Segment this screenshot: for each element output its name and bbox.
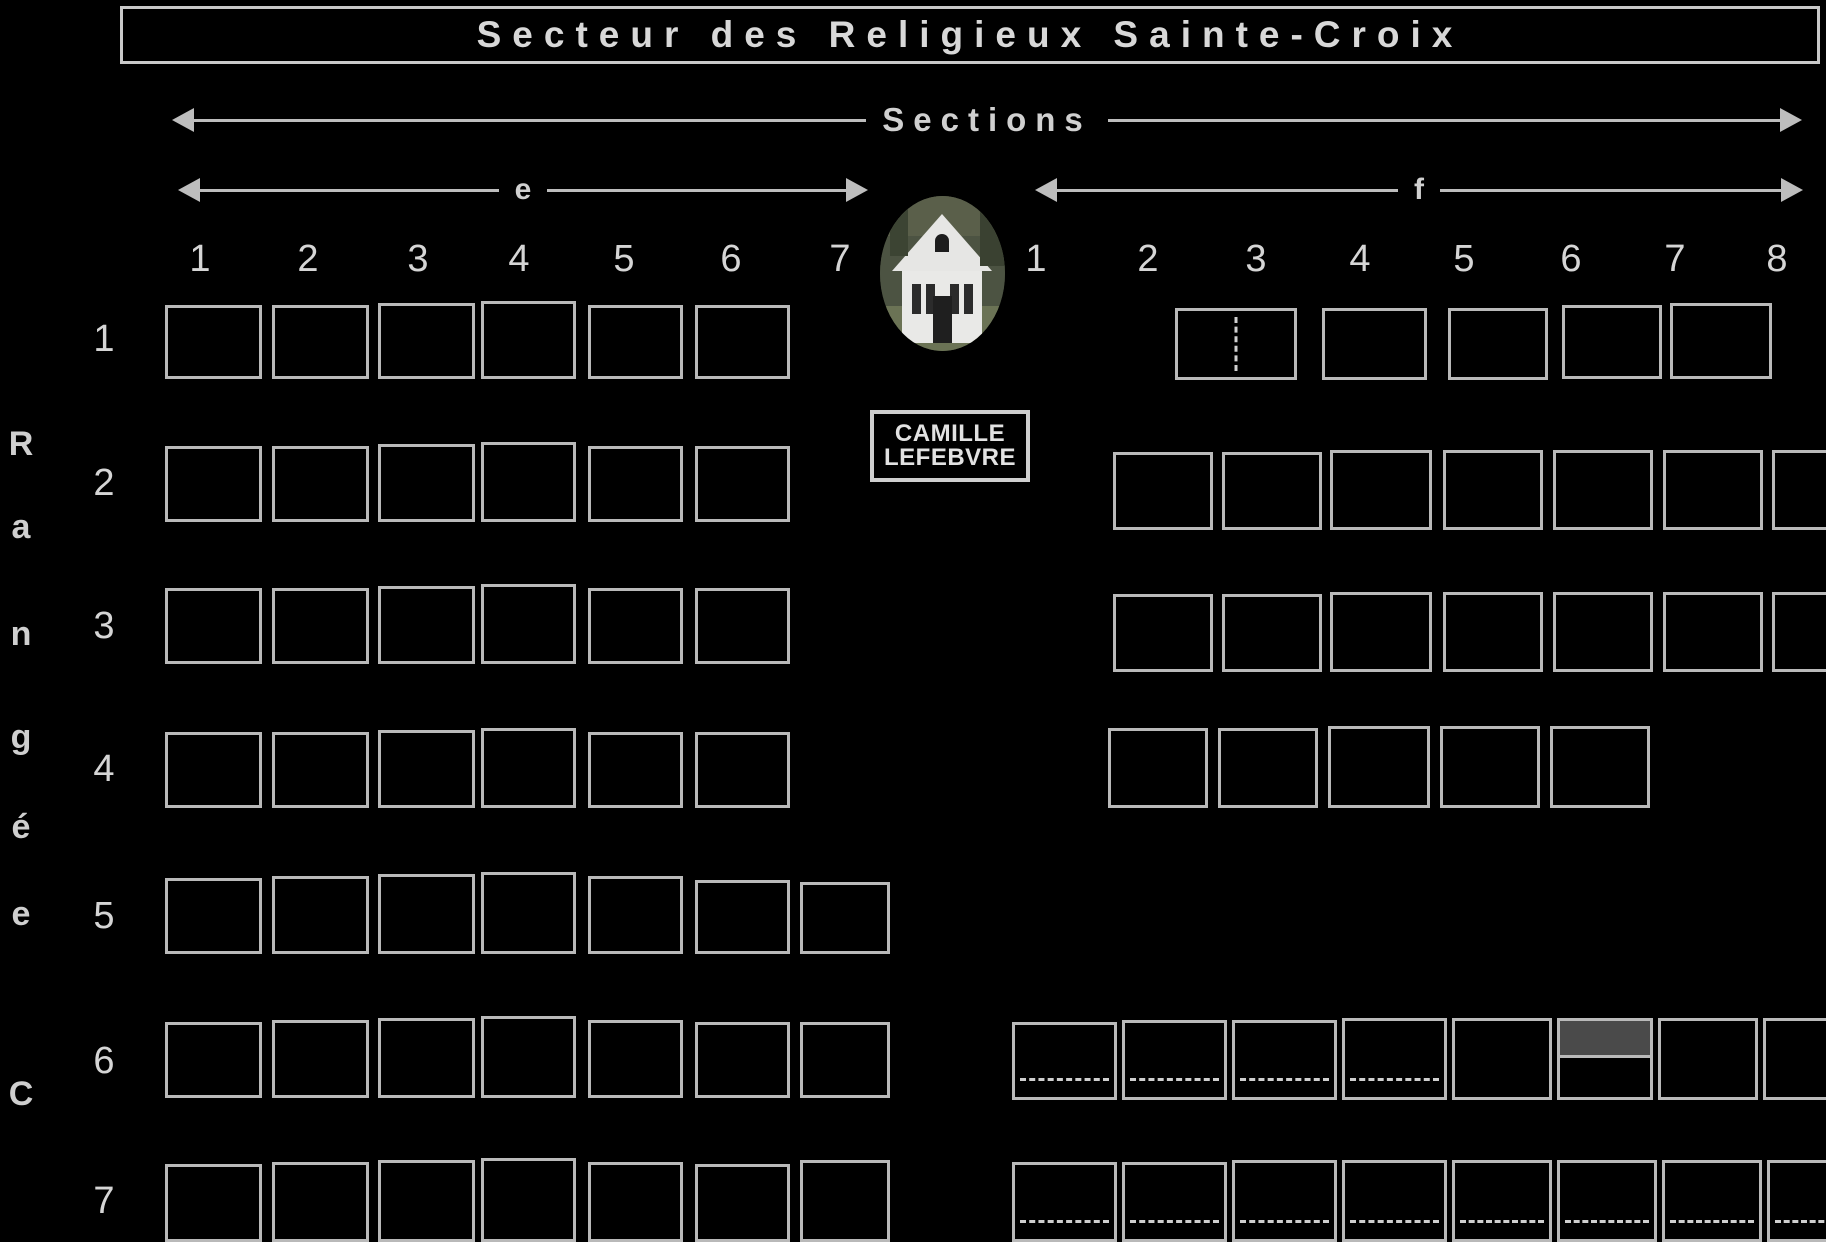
plot-e-r6-c1[interactable] <box>165 1022 262 1098</box>
plot-e-r1-c1[interactable] <box>165 305 262 379</box>
plot-divider-dashed <box>1460 1220 1544 1223</box>
plot-e-r3-c5[interactable] <box>588 588 683 664</box>
column-header-e-5: 5 <box>613 238 635 280</box>
monument-name-line2: LEFEBVRE <box>883 444 1016 471</box>
arrow-head-right-icon <box>846 178 868 202</box>
arrow-head-right-icon <box>1780 108 1802 132</box>
plot-f-r1-c5[interactable] <box>1670 303 1772 379</box>
chapel-icon <box>880 196 1005 351</box>
plot-f-r2-c5[interactable] <box>1553 450 1653 530</box>
plot-f-r6-c2[interactable] <box>1122 1020 1227 1100</box>
plot-f-r4-c5[interactable] <box>1550 726 1650 808</box>
rows-caption-letter-r: R <box>8 425 34 463</box>
plot-e-r5-c1[interactable] <box>165 878 262 954</box>
arrow-head-left-icon <box>178 178 200 202</box>
row-header-2: 2 <box>93 462 115 504</box>
plot-divider-dashed <box>1020 1220 1109 1223</box>
plot-e-r6-c3[interactable] <box>378 1018 475 1098</box>
section-f-label: f <box>1414 173 1424 206</box>
plot-f-r2-c1[interactable] <box>1113 452 1213 530</box>
plot-f-r2-c2[interactable] <box>1222 452 1322 530</box>
plot-e-r7-c2[interactable] <box>272 1162 369 1242</box>
plot-f-r1-c1[interactable] <box>1175 308 1297 380</box>
plot-divider-dashed <box>1130 1220 1219 1223</box>
plot-f-r7-c5[interactable] <box>1452 1160 1552 1242</box>
column-header-e-3: 3 <box>407 238 429 280</box>
arrow-line <box>1057 189 1398 192</box>
plot-f-r7-c8[interactable] <box>1767 1160 1826 1242</box>
column-header-f-5: 5 <box>1453 238 1475 280</box>
plot-e-r6-c4[interactable] <box>481 1016 576 1098</box>
section-e-label: e <box>514 173 532 206</box>
plot-e-r4-c6[interactable] <box>695 732 790 808</box>
column-header-f-7: 7 <box>1664 238 1686 280</box>
plot-f-r7-c2[interactable] <box>1122 1162 1227 1242</box>
plot-f-r2-c6[interactable] <box>1663 450 1763 530</box>
plot-e-r5-c3[interactable] <box>378 874 475 954</box>
plot-divider-dashed <box>1130 1078 1219 1081</box>
plot-e-r5-c6[interactable] <box>695 880 790 954</box>
page-title-bar <box>120 6 1820 64</box>
column-header-e-2: 2 <box>297 238 319 280</box>
plot-f-r3-c2[interactable] <box>1222 594 1322 672</box>
plot-e-r5-c7[interactable] <box>800 882 890 954</box>
plot-f-r6-c6-selected[interactable] <box>1557 1018 1653 1100</box>
plot-f-r4-c4[interactable] <box>1440 726 1540 808</box>
plot-e-r5-c4[interactable] <box>481 872 576 954</box>
plot-f-r2-c3[interactable] <box>1330 450 1432 530</box>
column-header-f-8: 8 <box>1766 238 1788 280</box>
arrow-line <box>547 189 846 192</box>
plot-divider-dashed <box>1350 1078 1439 1081</box>
plot-f-r2-c7[interactable] <box>1772 450 1826 530</box>
chapel-photo <box>880 196 1005 351</box>
plot-e-r7-c4[interactable] <box>481 1158 576 1242</box>
column-header-e-4: 4 <box>508 238 530 280</box>
rows-caption-letter-a: a <box>11 508 31 546</box>
plot-divider-dashed <box>1670 1220 1754 1223</box>
column-header-f-6: 6 <box>1560 238 1582 280</box>
plot-e-r3-c6[interactable] <box>695 588 790 664</box>
plot-e-r1-c4[interactable] <box>481 301 576 379</box>
plot-e-r7-c1[interactable] <box>165 1164 262 1242</box>
plot-divider-solid <box>1560 1055 1650 1058</box>
plot-divider-dashed <box>1240 1078 1329 1081</box>
plot-e-r4-c3[interactable] <box>378 730 475 808</box>
plot-f-r1-c3[interactable] <box>1448 308 1548 380</box>
monument-name-plaque[interactable] <box>870 410 1030 482</box>
rows-caption-letter-n: n <box>10 615 32 653</box>
plot-f-r2-c4[interactable] <box>1443 450 1543 530</box>
plot-divider-dashed <box>1240 1220 1329 1223</box>
plot-e-r4-c1[interactable] <box>165 732 262 808</box>
plot-e-r6-c5[interactable] <box>588 1020 683 1098</box>
sections-axis-arrow <box>172 100 1802 140</box>
arrow-line <box>1108 119 1780 122</box>
plot-e-r2-c1[interactable] <box>165 446 262 522</box>
plot-f-r6-c1[interactable] <box>1012 1022 1117 1100</box>
column-header-e-7: 7 <box>829 238 851 280</box>
plot-f-r7-c4[interactable] <box>1342 1160 1447 1242</box>
rows-caption-letter-c: C <box>8 1075 34 1113</box>
plot-f-r3-c4[interactable] <box>1443 592 1543 672</box>
plot-f-r7-c7[interactable] <box>1662 1160 1762 1242</box>
plot-e-r7-c3[interactable] <box>378 1160 475 1242</box>
plot-f-r7-c3[interactable] <box>1232 1160 1337 1242</box>
section-e-arrow <box>178 170 868 210</box>
plot-e-r1-c3[interactable] <box>378 303 475 379</box>
plot-e-r1-c2[interactable] <box>272 305 369 379</box>
plot-e-r2-c2[interactable] <box>272 446 369 522</box>
plot-divider-dashed <box>1020 1078 1109 1081</box>
row-header-3: 3 <box>93 605 115 647</box>
plot-e-r2-c4[interactable] <box>481 442 576 522</box>
plot-e-r3-c3[interactable] <box>378 586 475 664</box>
plot-f-r6-c5[interactable] <box>1452 1018 1552 1100</box>
plot-f-r6-c4[interactable] <box>1342 1018 1447 1100</box>
plot-e-r3-c2[interactable] <box>272 588 369 664</box>
plot-f-r6-c3[interactable] <box>1232 1020 1337 1100</box>
plot-e-r7-c5[interactable] <box>588 1162 683 1242</box>
plot-e-r7-c7[interactable] <box>800 1160 890 1242</box>
row-header-5: 5 <box>93 895 115 937</box>
column-header-f-2: 2 <box>1137 238 1159 280</box>
plot-f-r3-c5[interactable] <box>1553 592 1653 672</box>
plot-f-r1-c2[interactable] <box>1322 308 1427 380</box>
rows-caption-letter-e-accent: é <box>11 808 31 846</box>
plot-e-r3-c1[interactable] <box>165 588 262 664</box>
row-header-4: 4 <box>93 748 115 790</box>
row-header-6: 6 <box>93 1040 115 1082</box>
column-header-e-6: 6 <box>720 238 742 280</box>
plot-f-r4-c2[interactable] <box>1218 728 1318 808</box>
plot-e-r5-c5[interactable] <box>588 876 683 954</box>
plot-divider-dashed <box>1565 1220 1649 1223</box>
row-header-7: 7 <box>93 1180 115 1222</box>
arrow-line <box>1440 189 1781 192</box>
plot-f-r3-c3[interactable] <box>1330 592 1432 672</box>
plot-e-r1-c5[interactable] <box>588 305 683 379</box>
plot-f-r7-c6[interactable] <box>1557 1160 1657 1242</box>
column-header-f-3: 3 <box>1245 238 1267 280</box>
plot-f-r3-c7[interactable] <box>1772 592 1826 672</box>
monument-name-line1: CAMILLE <box>894 419 1006 447</box>
plot-e-r1-c6[interactable] <box>695 305 790 379</box>
plot-f-r6-c8[interactable] <box>1763 1018 1826 1100</box>
plot-divider-dashed <box>1350 1220 1439 1223</box>
arrow-line <box>200 189 499 192</box>
plot-f-r4-c1[interactable] <box>1108 728 1208 808</box>
plot-e-r2-c6[interactable] <box>695 446 790 522</box>
plot-f-r4-c3[interactable] <box>1328 726 1430 808</box>
row-header-1: 1 <box>93 318 115 360</box>
plot-f-r3-c6[interactable] <box>1663 592 1763 672</box>
plot-e-r2-c3[interactable] <box>378 444 475 522</box>
rows-caption-letter-g: g <box>10 718 32 756</box>
plot-f-r7-c1[interactable] <box>1012 1162 1117 1242</box>
page-title: Secteur des Religieux Sainte-Croix <box>476 14 1464 55</box>
plot-e-r6-c6[interactable] <box>695 1022 790 1098</box>
plot-e-r6-c2[interactable] <box>272 1020 369 1098</box>
section-f-arrow <box>1035 170 1803 210</box>
arrow-head-left-icon <box>1035 178 1057 202</box>
plot-divider-dashed <box>1235 317 1238 371</box>
arrow-line <box>194 119 866 122</box>
plot-e-r7-c6[interactable] <box>695 1164 790 1242</box>
arrow-head-right-icon <box>1781 178 1803 202</box>
plot-e-r4-c4[interactable] <box>481 728 576 808</box>
arrow-head-left-icon <box>172 108 194 132</box>
plot-f-r3-c1[interactable] <box>1113 594 1213 672</box>
column-header-f-4: 4 <box>1349 238 1371 280</box>
rows-caption-letter-e: e <box>11 895 31 933</box>
plot-divider-dashed <box>1775 1220 1826 1223</box>
plot-e-r3-c4[interactable] <box>481 584 576 664</box>
column-header-f-1: 1 <box>1025 238 1047 280</box>
plot-e-r4-c5[interactable] <box>588 732 683 808</box>
plot-e-r4-c2[interactable] <box>272 732 369 808</box>
plot-f-r6-c7[interactable] <box>1658 1018 1758 1100</box>
plot-e-r6-c7[interactable] <box>800 1022 890 1098</box>
plot-e-r2-c5[interactable] <box>588 446 683 522</box>
column-header-e-1: 1 <box>189 238 211 280</box>
sections-axis-label: Sections <box>882 101 1092 138</box>
plot-e-r5-c2[interactable] <box>272 876 369 954</box>
plot-f-r1-c4[interactable] <box>1562 305 1662 379</box>
